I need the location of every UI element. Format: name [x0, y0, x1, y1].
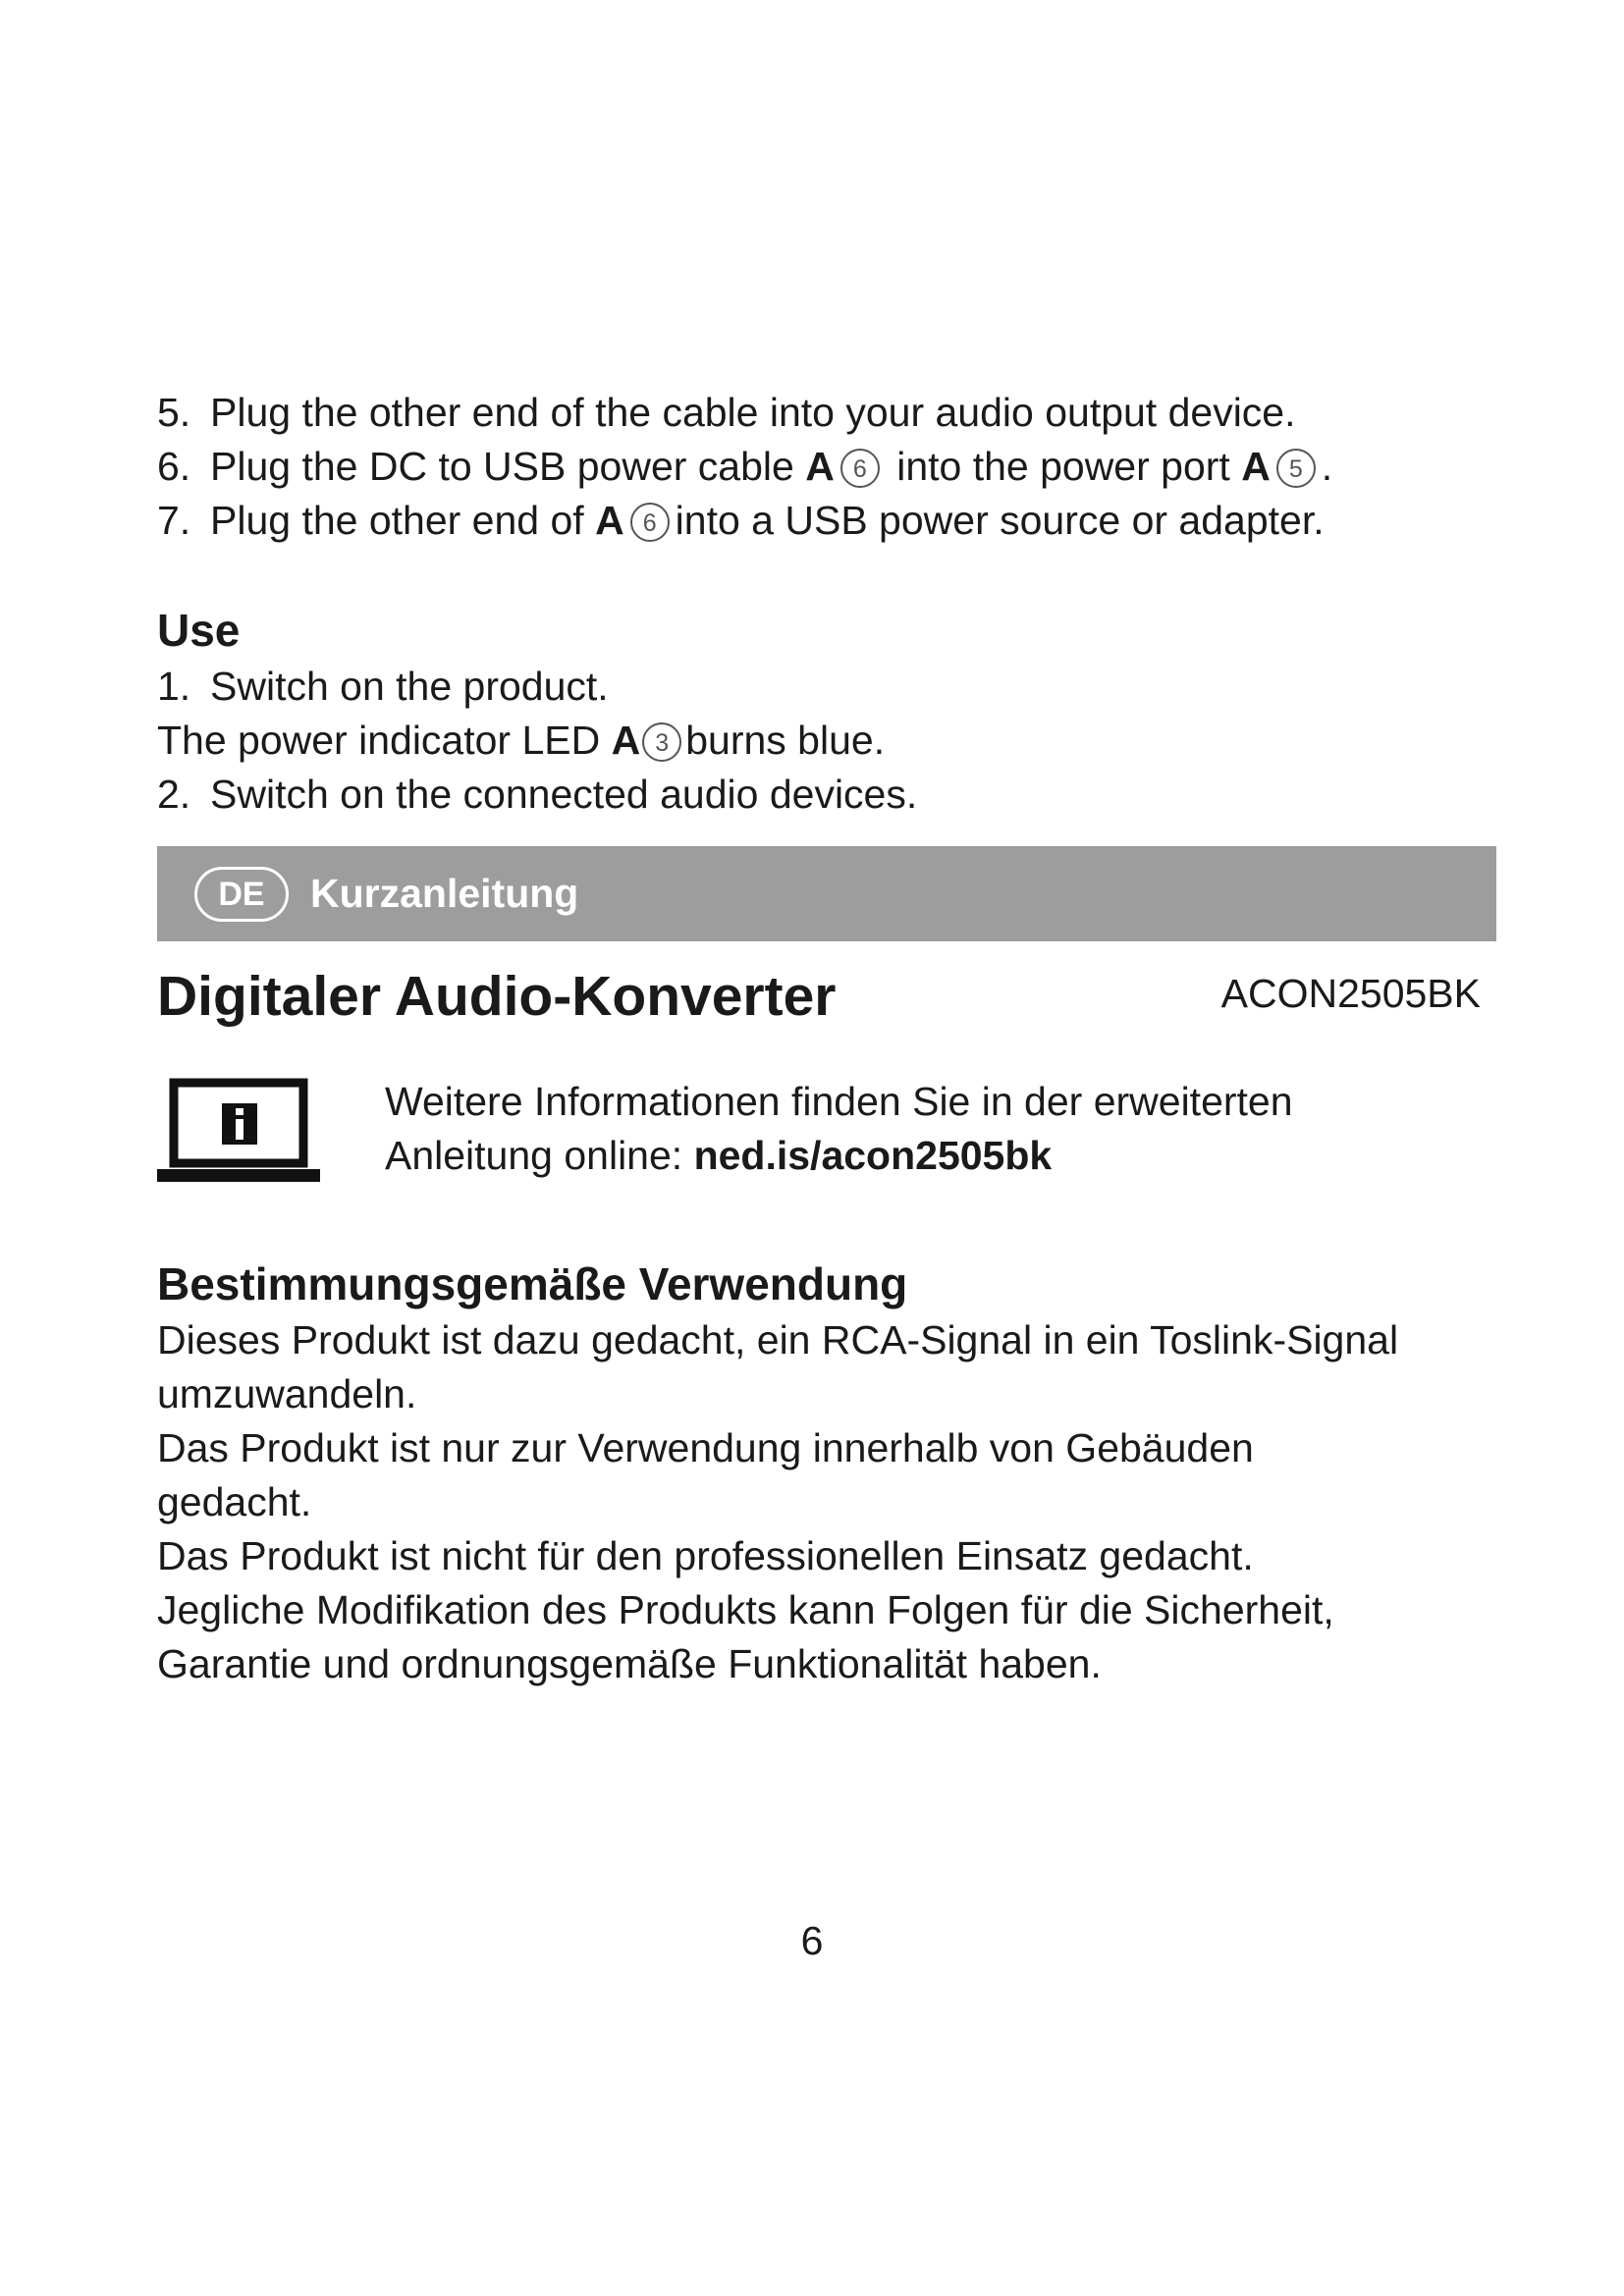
paragraph-line: Jegliche Modifikation des Produkts kann Folgen für die Sicherheit, [157, 1587, 1334, 1632]
step-7: 7. Plug the other end of A 6 into a USB power source or adapter. [157, 498, 1325, 543]
language-badge: DE [194, 867, 289, 922]
use-step-1: 1. Switch on the product. [157, 664, 609, 709]
banner-title: Kurzanleitung [310, 871, 579, 916]
use-step-2: 2. Switch on the connected audio devices. [157, 772, 918, 817]
page-number: 6 [800, 1918, 824, 1963]
online-manual-info: Weitere Informationen finden Sie in der erweiterten Anleitung online: ned.is/acon2505bk [385, 1079, 1293, 1178]
use-section [157, 601, 917, 822]
use-heading: Use [157, 605, 241, 656]
step-6: 6. Plug the DC to USB power cable A 6 into the power port A 5 . [157, 444, 1333, 489]
paragraph-line: umzuwandeln. [157, 1371, 417, 1416]
paragraph-line: Dieses Produkt ist dazu gedacht, ein RCA-Signal in ein Toslink-Signal [157, 1317, 1399, 1362]
product-title: Digitaler Audio-Konverter [157, 965, 837, 1028]
callout-number: 6 [630, 503, 670, 542]
language-banner [157, 846, 1496, 941]
led-note: The power indicator LED A 3 burns blue. [157, 718, 886, 763]
intended-use-section [157, 1255, 1398, 1691]
installation-steps [157, 386, 1332, 548]
paragraph-line: Das Produkt ist nicht für den professionellen Einsatz gedacht. [157, 1533, 1254, 1578]
paragraph-line: Das Produkt ist nur zur Verwendung innerhalb von Gebäuden [157, 1425, 1254, 1470]
callout-number: 5 [1276, 449, 1316, 488]
model-number: ACON2505BK [1220, 971, 1481, 1016]
manual-url-link[interactable]: ned.is/acon2505bk [693, 1133, 1053, 1178]
paragraph-line: Garantie und ordnungsgemäße Funktionalität haben. [157, 1641, 1102, 1686]
laptop-info-icon [157, 1078, 320, 1186]
intended-use-heading: Bestimmungsgemäße Verwendung [157, 1258, 908, 1309]
step-5: 5. Plug the other end of the cable into your audio output device. [157, 390, 1296, 435]
paragraph-line: gedacht. [157, 1479, 312, 1524]
callout-number: 3 [642, 722, 681, 762]
callout-number: 6 [840, 449, 880, 488]
